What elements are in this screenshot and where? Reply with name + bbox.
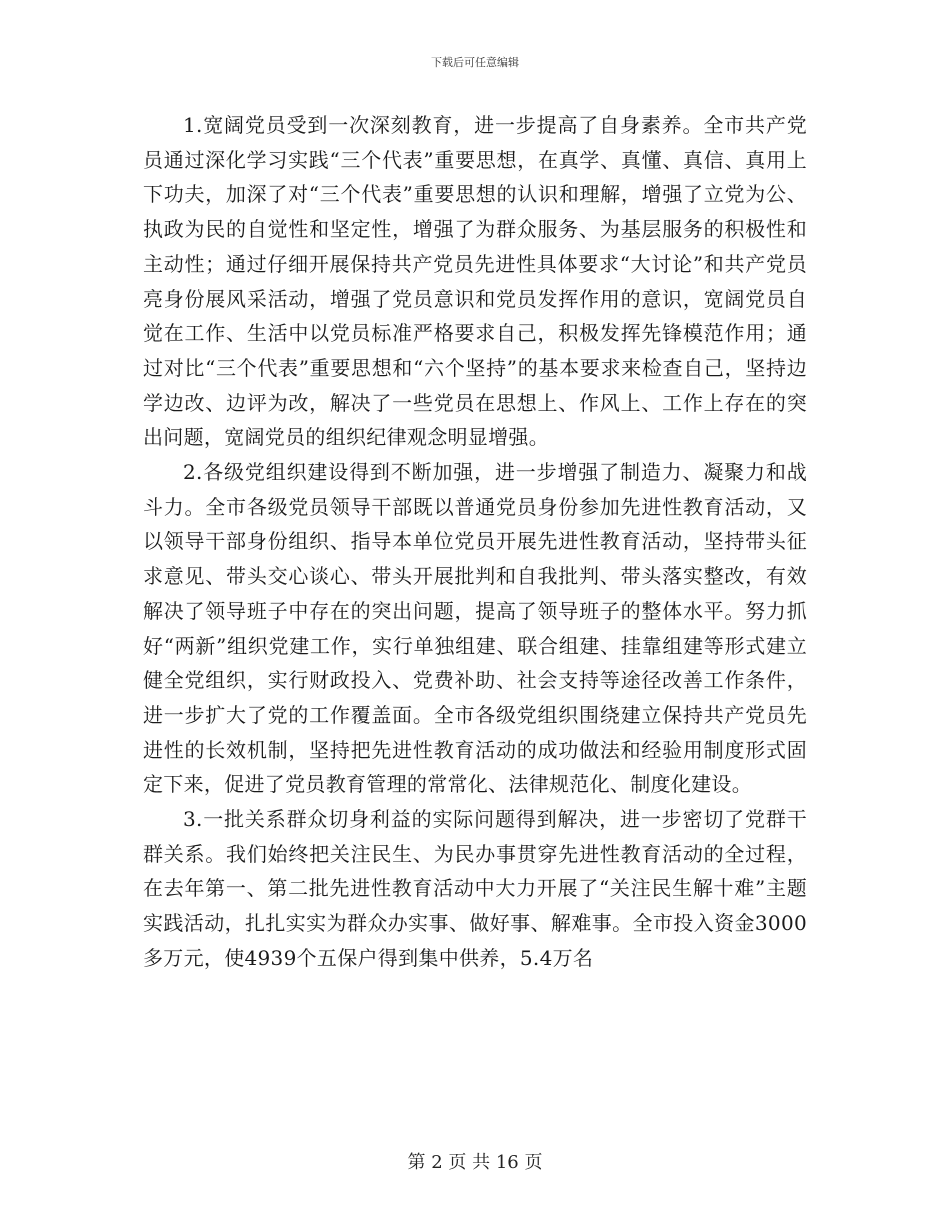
document-body: [143, 108, 807, 976]
paragraph-2: 2.各级党组织建设得到不断加强，进一步增强了制造力、凝聚力和战斗力。全市各级党员领导干部既以普通党员身份参加先进性教育活动，又以领导干部身份组织、指导本单位党员开展先进性教育活动，坚持带头征求意见、带头交心谈心、带头开展批判和自我批判、带头落实整改，有效解决了领导班子中存在的突出问题，提高了领导班子的整体水平。努力抓好“两新”组织党建工作，实行单独组建、联合组建、挂靠组建等形式建立健全党组织，实行财政投入、党费补助、社会支持等途径改善工作条件，进一步扩大了党的工作覆盖面。全市各级党组织围绕建立保持共产党员先进性的长效机制，坚持把先进性教育活动的成功做法和经验用制度形式固定下来，促进了党员教育管理的常常化、法律规范化、制度化建设。: [143, 460, 807, 797]
page-header: 下载后可任意编辑: [431, 56, 519, 69]
paragraph-1: 1.宽阔党员受到一次深刻教育，进一步提高了自身素养。全市共产党员通过深化学习实践“三个代表”重要思想，在真学、真懂、真信、真用上下功夫，加深了对“三个代表”重要思想的认识和理解，增强了立党为公、执政为民的自觉性和坚定性，增强了为群众服务、为基层服务的积极性和主动性；通过仔细开展保持共产党员先进性具体要求“大讨论”和共产党员亮身份展风采活动，增强了党员意识和党员发挥作用的意识，宽阔党员自觉在工作、生活中以党员标准严格要求自己，积极发挥先锋模范作用；通过对比“三个代表”重要思想和“六个坚持”的基本要求来检查自己，坚持边学边改、边评为改，解决了一些党员在思想上、作风上、工作上存在的突出问题，宽阔党员的组织纪律观念明显增强。: [143, 113, 807, 450]
page-number-footer: 第 2 页 共 16 页: [407, 1152, 543, 1173]
paragraph-3: 3.一批关系群众切身利益的实际问题得到解决，进一步密切了党群干群关系。我们始终把关注民生、为民办事贯穿先进性教育活动的全过程，在去年第一、第二批先进性教育活动中大力开展了“关注民生解十难”主题实践活动，扎扎实实为群众办实事、做好事、解难事。全市投入资金3000多万元，使4939个五保户得到集中供养，5.4万名: [143, 807, 807, 970]
